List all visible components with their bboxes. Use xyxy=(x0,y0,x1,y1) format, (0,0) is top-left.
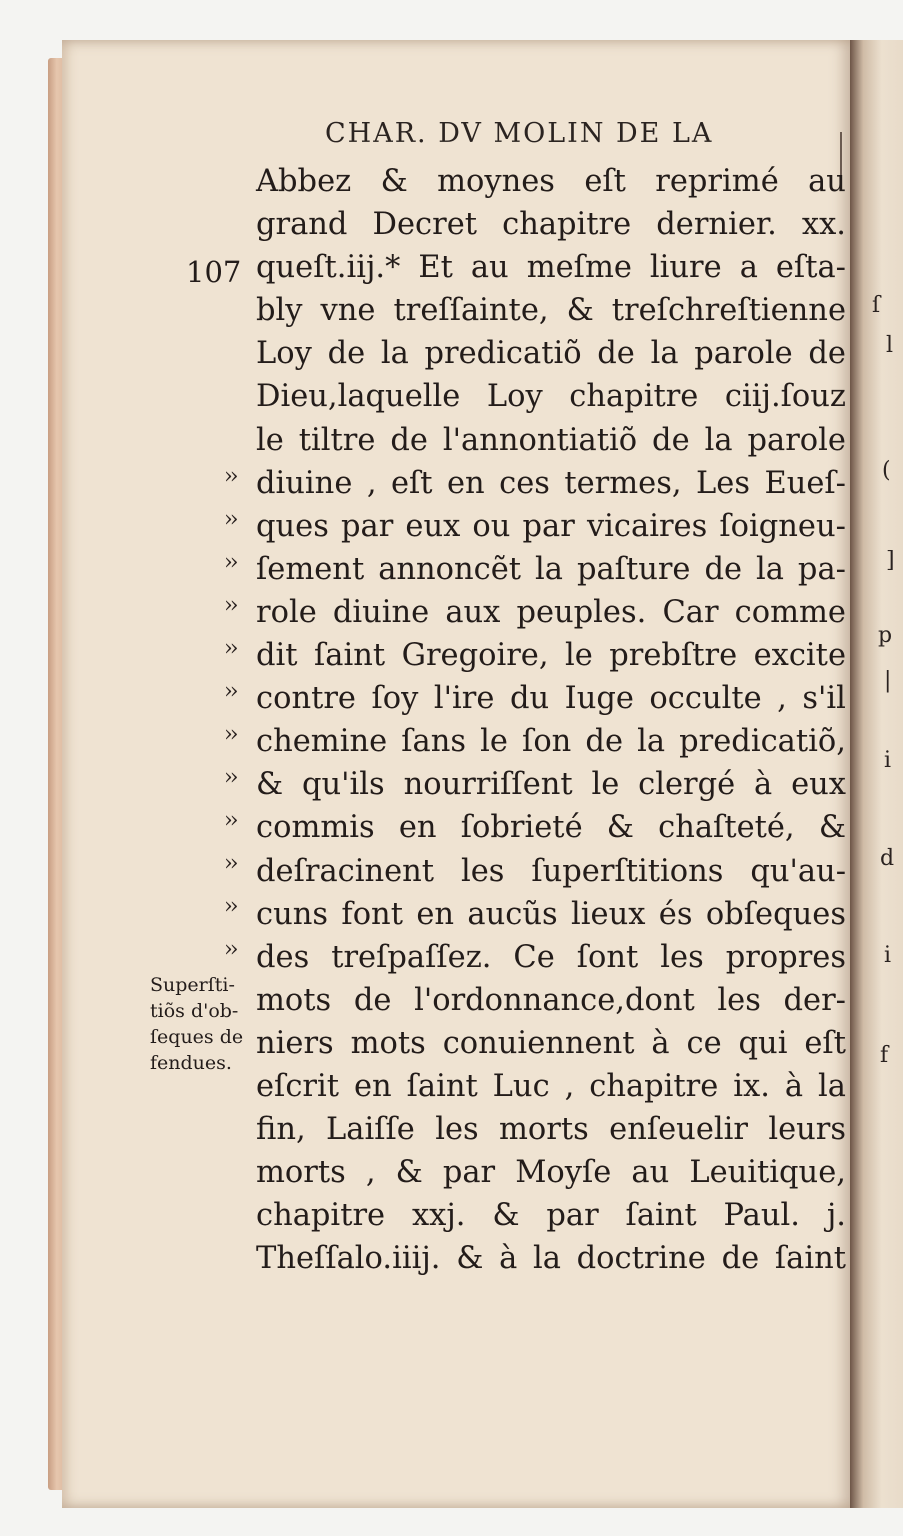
text-line: niers mots conuiennent à ce qui eſt xyxy=(256,1025,846,1061)
text-line: diuine , eſt en ces termes, Les Eueſ- xyxy=(256,465,846,501)
text-line: Abbez & moynes eſt reprimé au xyxy=(256,164,846,199)
quote-mark: ›› xyxy=(224,937,236,962)
margin-note xyxy=(150,972,262,1076)
text-line: le tiltre de l'annontiatiõ de la parole xyxy=(256,422,846,458)
text-line: grand Decret chapitre dernier. xx. xyxy=(256,207,846,243)
quote-mark: ›› xyxy=(224,593,236,618)
text-line: bly vne treſſainte, & treſchreſtienne xyxy=(256,293,846,329)
text-line: & qu'ils nourriſſent le clergé à eux xyxy=(256,767,846,803)
text-line: queſt.iij.* Et au meſme liure a eſta- xyxy=(256,250,846,286)
running-head: CHAR. DV MOLIN DE LA xyxy=(325,118,714,149)
margin-note-line: Superſti- xyxy=(150,974,235,996)
quote-mark: ›› xyxy=(224,851,236,876)
quote-mark: ›› xyxy=(224,464,236,489)
folio-number: 107 xyxy=(186,255,242,289)
margin-note-line: ſeques de xyxy=(150,1026,244,1048)
text-line: fin, Laiſſe les morts enſeuelir leurs xyxy=(256,1112,846,1148)
text-line: dit ſaint Gregoire, le prebſtre excite xyxy=(256,638,846,674)
margin-note-line: tiõs d'ob- xyxy=(150,1000,239,1022)
text-line: commis en ſobrieté & chaſteté, & xyxy=(256,810,846,846)
text-line: Dieu,laquelle Loy chapitre ciij.ſouz xyxy=(256,379,846,415)
text-line: ſement annoncẽt la paſture de la pa- xyxy=(256,551,846,587)
text-line: mots de l'ordonnance,dont les der- xyxy=(256,982,846,1018)
quote-mark: ›› xyxy=(224,636,236,661)
margin-note-line: fendues. xyxy=(150,1052,232,1074)
quote-mark: ›› xyxy=(224,550,236,575)
text-line: chapitre xxj. & par ſaint Paul. j. xyxy=(256,1198,846,1234)
quote-mark: ›› xyxy=(224,765,236,790)
quote-mark: ›› xyxy=(224,507,236,532)
text-block xyxy=(256,160,846,1280)
text-line: role diuine aux peuples. Car comme xyxy=(256,594,846,630)
text-line: eſcrit en ſaint Luc , chapitre ix. à la xyxy=(256,1068,846,1104)
text-line: Loy de la predicatiõ de la parole de xyxy=(256,336,846,372)
text-line: morts , & par Moyſe au Leuitique, xyxy=(256,1155,846,1191)
text-line: ques par eux ou par vicaires ſoigneu- xyxy=(256,508,846,544)
text-line: chemine ſans le ſon de la predicatiõ, xyxy=(256,724,846,760)
text-line: contre ſoy l'ire du Iuge occulte , s'il xyxy=(256,681,846,717)
text-line: des treſpaſſez. Ce ſont les propres xyxy=(256,939,846,975)
text-line: cuns font en aucũs lieux és obſeques xyxy=(256,896,846,932)
quote-mark: ›› xyxy=(224,808,236,833)
quote-mark: ›› xyxy=(224,894,236,919)
text-line: Theſſalo.iiij. & à la doctrine de ſaint xyxy=(256,1241,846,1277)
quote-mark: ›› xyxy=(224,679,236,704)
quote-mark: ›› xyxy=(224,722,236,747)
text-line: deſracinent les ſuperſtitions qu'au- xyxy=(256,853,846,889)
facing-page-edge: ſ l ( ] p | i d i f xyxy=(850,40,903,1508)
